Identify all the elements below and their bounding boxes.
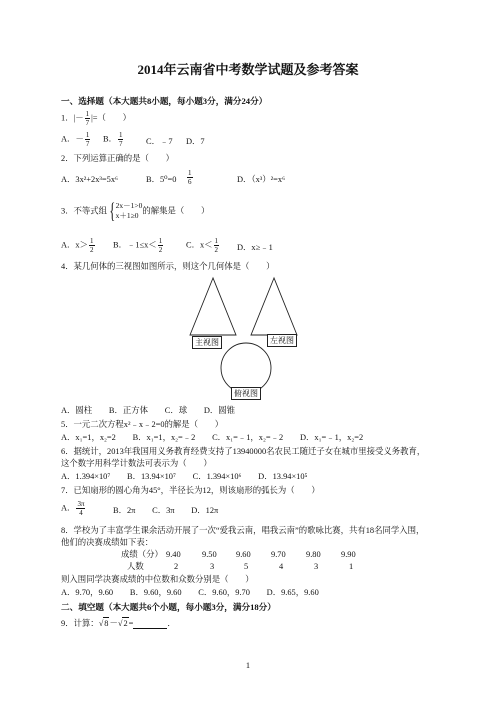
count-cell: 5 [244, 562, 249, 571]
question-9: 9．计算：√8－√2= ． [61, 619, 176, 628]
count-cell: 4 [279, 562, 284, 571]
question-4: 4．某几何体的三视图如图所示，则这个几何体是（ ） [61, 262, 275, 271]
sqrt-icon: √ [98, 619, 104, 628]
question-8-line-1: 8．学校为了丰富学生课余活动开展了一次“爱我云南，唱我云南”的歌咏比赛，共有18名同学入围， [61, 526, 425, 535]
score-cell: 9.40 [166, 550, 181, 559]
q7-option-a: A． $\frac{3\pi}{4}$ [61, 500, 85, 517]
question-7: 7．已知扇形的圆心角为45°，半径长为12，则该扇形的弧长为（ ） [61, 486, 320, 495]
q1-option-d: D．7 [186, 137, 205, 146]
question-5: 5．一元二次方程x²﹣x﹣2=0的解是（ ） [61, 420, 224, 429]
left-view-label: 左视图 [267, 334, 297, 347]
question-6-line-1: 6．据统计，2013年我国用义务教育经费支持了13940000名农民工随迁子女在城市里接受义务教育， [61, 447, 426, 456]
top-view-label: 俯视图 [231, 387, 261, 400]
q4-options: A．圆柱 B．正方体 C．球 D．圆锥 [61, 406, 236, 415]
score-cell: 9.60 [236, 550, 251, 559]
count-row-header: 人数 [127, 562, 144, 571]
front-view-label: 主视图 [192, 336, 222, 349]
count-cell: 1 [349, 562, 354, 571]
q3-option-d: D．x≥﹣1 [237, 243, 273, 252]
q1-fraction: $\frac{1}{7}$ [85, 110, 90, 127]
q2-option-c: $\frac{1}{6}$ [188, 169, 192, 186]
question-8-line-3: 则入围同学决赛成绩的中位数和众数分别是（ ） [61, 575, 254, 584]
q2-option-b: B．5⁰=0 [146, 175, 177, 184]
q3-option-a: A．x＞ $\frac{1}{2}$ [61, 237, 94, 254]
top-view-circle [221, 343, 271, 393]
left-view-triangle [251, 278, 297, 335]
q8-options: A．9.70，9.60 B．9.60，9.60 C．9.60，9.70 D．9.65，9.60 [61, 588, 319, 597]
front-view-triangle [190, 278, 236, 335]
q7-other-options: B．2π C．3π D．12π [113, 506, 219, 515]
q3-system: 2x－1>0 x＋1≥0 [115, 201, 143, 220]
question-1 [61, 110, 131, 127]
q1-option-b: B． $\frac{1}{7}$ [103, 131, 123, 148]
page-title: 2014年云南省中考数学试题及参考答案 [137, 62, 359, 77]
section-heading-fill: 二、填空题（本大题共6个小题，每小题3分，满分18分） [61, 602, 276, 612]
q1-option-c: C．﹣7 [146, 137, 173, 146]
question-3: 3．不等式组 { 2x－1>0 x＋1≥0 的解集是（ ） [61, 198, 210, 223]
score-cell: 9.90 [341, 550, 356, 559]
score-cell: 9.70 [271, 550, 286, 559]
q1-number: 1． [61, 113, 74, 123]
score-cell: 9.50 [202, 550, 217, 559]
section-heading-choice: 一、选择题（本大题共8小题，每小题3分，满分24分） [61, 96, 268, 106]
q1-option-a: A．－ $\frac{1}{7}$ [61, 131, 90, 148]
q1-abs-open: |－ [73, 113, 84, 123]
score-row-header: 成绩（分） [121, 550, 163, 559]
q1-abs-close: |=（ ） [91, 113, 132, 123]
q2-option-a: A．3x²+2x³=5x⁶ [61, 175, 118, 184]
question-2: 2．下列运算正确的是（ ） [61, 154, 175, 163]
count-cell: 2 [174, 562, 179, 571]
q6-options: A．1.394×10⁷ B．13.94×10⁷ C．1.394×10⁶ D．13.94×10⁵ [61, 472, 308, 481]
answer-blank [133, 619, 167, 629]
question-6-line-2: 这个数字用科学计数法可表示为（ ） [61, 459, 212, 468]
count-cell: 3 [210, 562, 215, 571]
sqrt-icon: √ [117, 619, 123, 628]
question-8-line-2: 他们的决赛成绩如下表： [61, 538, 154, 547]
q2-option-d: D．（x³）²=x⁶ [237, 175, 286, 184]
score-cell: 9.80 [306, 550, 321, 559]
q3-option-b: B．﹣1≤x＜ $\frac{1}{2}$ [113, 237, 163, 254]
q3-option-c: C．x＜ $\frac{1}{2}$ [186, 237, 219, 254]
q5-options: A．x₁=1，x₂=2 B．x₁=1，x₂=﹣2 C．x₁=﹣1，x₂=﹣2 D．x₁=﹣1，x₂=2 [61, 433, 364, 442]
q3-brace: { [109, 198, 116, 223]
count-cell: 3 [314, 562, 319, 571]
page-number: 1 [245, 661, 251, 670]
